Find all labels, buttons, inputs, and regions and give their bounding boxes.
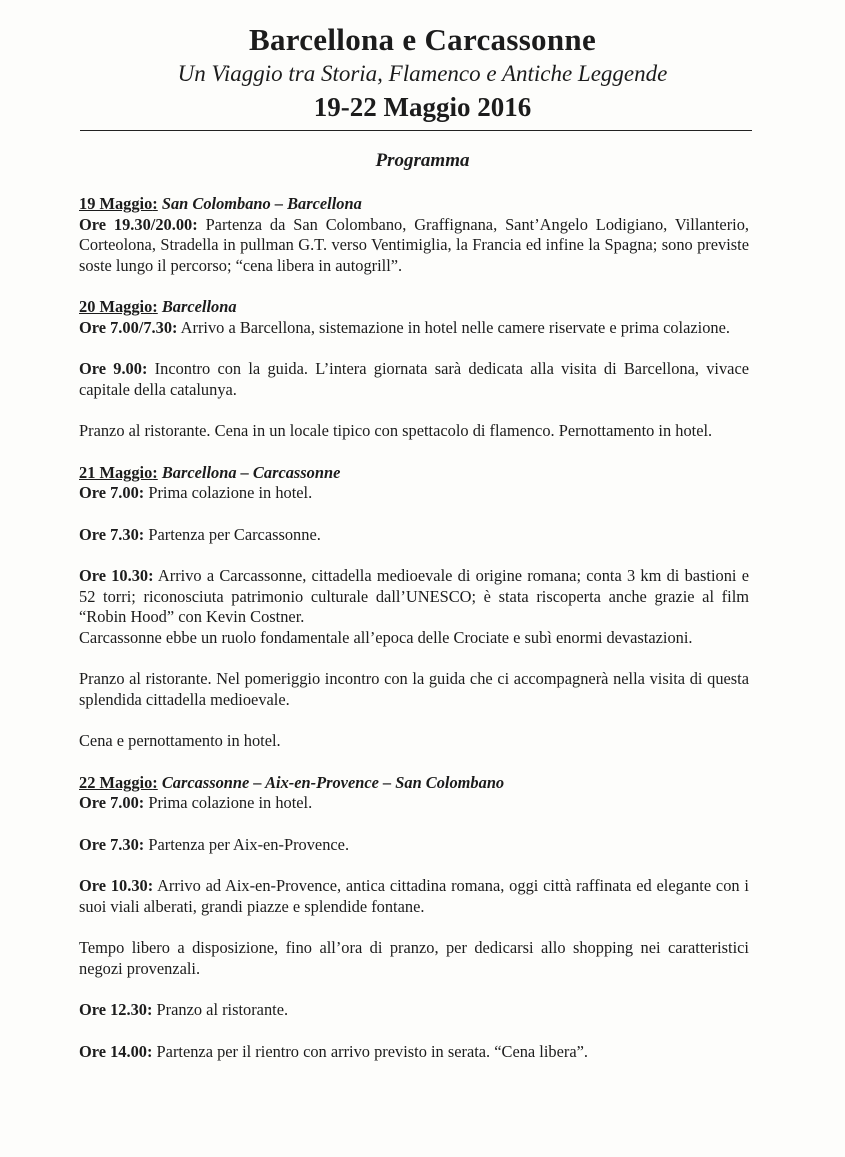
entry-text: Partenza per il rientro con arrivo previsto in serata. “Cena libera”. (152, 1041, 588, 1061)
entry-time: Ore 7.00: (79, 483, 145, 502)
entry-text: Pranzo al ristorante. Cena in un locale tipico con spettacolo di flamenco. Pernottamento in hotel. (79, 421, 713, 440)
entry-time: Ore 7.00/7.30: (79, 317, 178, 337)
program-entry (79, 731, 749, 752)
section-title: Programma (375, 150, 470, 171)
program-entry (79, 669, 749, 710)
program-entry (79, 566, 749, 628)
day-heading: 21 Maggio: Barcellona – Carcassonne (79, 462, 341, 482)
entry-time: Ore 10.30: (79, 876, 154, 895)
program-body (79, 194, 749, 1062)
day-heading: 19 Maggio: San Colombano – Barcellona (79, 194, 362, 213)
entry-time: Ore 7.30: (79, 834, 145, 854)
entry-time: Ore 12.30: (79, 1000, 153, 1019)
program-entry (79, 483, 749, 504)
day-date: 19 Maggio (79, 194, 153, 213)
document-title: Barcellona e Carcassonne (248, 22, 597, 57)
program-entry (79, 1000, 749, 1021)
entry-time: Ore 7.00: (79, 793, 145, 812)
entry-text: Arrivo a Barcellona, sistemazione in hotel nelle camere riservate e prima colazione. (177, 317, 730, 337)
entry-time: Ore 14.00: (79, 1041, 153, 1061)
day-route: Barcellona (161, 297, 237, 316)
program-entry (79, 421, 749, 442)
program-entry (79, 359, 749, 400)
entry-time: Ore 7.30: (79, 524, 145, 544)
program-entry (79, 215, 749, 277)
entry-text: Carcassonne ebbe un ruolo fondamentale all’epoca delle Crociate e subì enormi devastazioni. (79, 627, 693, 647)
entry-text: Arrivo ad Aix-en-Provence, antica cittadina romana, oggi città raffinata ed elegante con i suoi viali alberati, grandi piazze e splendide fontane. (79, 876, 749, 916)
entry-time: Ore 19.30/20.00: (79, 214, 198, 234)
program-entry-continued (79, 628, 749, 649)
day-date: 20 Maggio (79, 297, 153, 316)
program-entry (79, 793, 749, 814)
entry-text: Partenza per Carcassonne. (144, 524, 321, 544)
trip-dates: 19-22 Maggio 2016 (313, 92, 532, 122)
program-entry (79, 318, 749, 339)
day-route: San Colombano – Barcellona (161, 194, 362, 213)
day-route: Carcassonne – Aix-en-Provence – San Colombano (161, 772, 505, 792)
day-date: 21 Maggio (79, 462, 153, 482)
day-heading: 22 Maggio: Carcassonne – Aix-en-Provence – San Colombano (79, 772, 505, 792)
program-entry (79, 876, 749, 917)
entry-text: Partenza da San Colombano, Graffignana, Sant’Angelo Lodigiano, Villanterio, Corteolona, Stradella in pullman G.T. verso Ventimiglia, la Francia ed infine la Spagna; sono previste soste lungo il percorso; “cena libera in autogrill”. (79, 214, 749, 275)
entry-text: Pranzo al ristorante. (152, 1000, 289, 1019)
day-route: Barcellona – Carcassonne (161, 462, 341, 482)
program-entry (79, 525, 749, 546)
header-divider (80, 130, 752, 131)
entry-time: Ore 9.00: (79, 359, 148, 378)
entry-text: Prima colazione in hotel. (144, 483, 313, 502)
entry-text: Partenza per Aix-en-Provence. (144, 834, 350, 854)
day-date: 22 Maggio (79, 772, 153, 792)
entry-text: Prima colazione in hotel. (144, 793, 313, 812)
document-subtitle: Un Viaggio tra Storia, Flamenco e Antiche Leggende (177, 61, 668, 86)
program-entry (79, 835, 749, 856)
entry-text: Tempo libero a disposizione, fino all’ora di pranzo, per dedicarsi allo shopping nei caratteristici negozi provenzali. (79, 938, 749, 978)
program-entry (79, 938, 749, 979)
entry-time: Ore 10.30: (79, 566, 154, 585)
entry-text: Pranzo al ristorante. Nel pomeriggio incontro con la guida che ci accompagnerà nella visita di questa splendida cittadella medioevale. (79, 669, 749, 709)
entry-text: Arrivo a Carcassonne, cittadella medioevale di origine romana; conta 3 km di bastioni e 52 torri; riconosciuta patrimonio culturale dall’UNESCO; è stata riscoperta anche grazie al film “Robin Hood” con Kevin Costner. (79, 566, 749, 626)
program-entry (79, 1042, 749, 1063)
entry-text: Incontro con la guida. L’intera giornata sarà dedicata alla visita di Barcellona, vivace capitale della catalunya. (79, 359, 749, 399)
entry-text: Cena e pernottamento in hotel. (79, 731, 281, 750)
day-heading: 20 Maggio: Barcellona (79, 297, 237, 316)
